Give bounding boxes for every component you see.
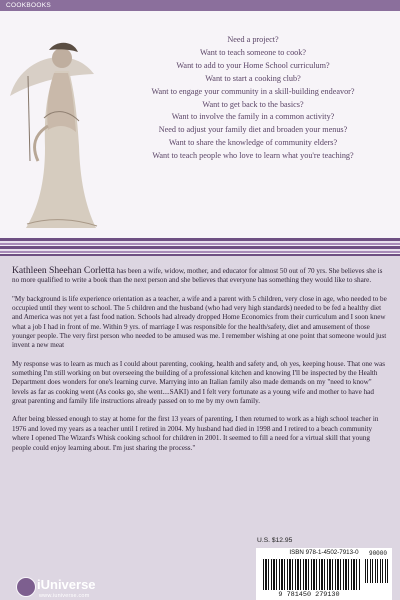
publisher-url: www.iuniverse.com <box>39 593 90 599</box>
top-band <box>0 0 400 11</box>
question-item: Want to involve the family in a common activity? <box>171 112 335 122</box>
barcode-area <box>256 548 392 600</box>
barcode-icon <box>263 559 361 590</box>
question-item: Want to teach someone to cook? <box>200 47 306 57</box>
story-paragraph: "My background is life experience orientation as a teacher, a wife and a parent with 5 children, very close in age, who needed to be occupied until they went to school. The 5 children and the husband (who had very high standards) needed to be fed a healthy diet and America was not yet a fast food nation. Schools had already dropped Home Economics from their curriculum and I soon knew what a job I had in front of me. Within 9 yrs. of marriage I was responsible for the health/safety, diet and amusement of those younger people. The very first person who needed to be amused was me. I remember wishing at one point that someone would just invent a new meat <box>12 294 387 350</box>
isbn-label: ISBN 978-1-4502-7913-0 <box>289 549 359 556</box>
story-paragraph: My response was to learn as much as I could about parenting, cooking, health and safety and, oh yes, keeping house. That one was something I'm still working on but overseeing the building of a professional kitchen and knowing I'll be inspected by the Health Department does wonders for one's learning curve. Marrying into an Italian family also made demands on my "need to know" levels as far as cooking went (As cooks go, she went....SAKI) and I felt very fortunate as a young wife and mother to have had great parenting and family life instructions already passed on to me by my own family. <box>12 359 386 406</box>
story-paragraph: After being blessed enough to stay at home for the first 13 years of parenting, I then returned to work as a high school teacher in 1976 and loved my years as a teacher until I retired in 2004. My husband had died in 1998 and I retired to a beach community where I opened The Wizard's Whisk cooking school for children in 2001. It seemed to fill a need for a virtual skill that young people could enjoy learning about. I'm just sharing the process." <box>12 415 379 452</box>
question-item: Want to start a cooking club? <box>205 73 301 83</box>
question-item: Want to engage your community in a skill-building endeavor? <box>151 86 355 96</box>
iuniverse-logo-icon <box>16 577 36 597</box>
ean-number: 9 781450 279130 <box>278 591 340 599</box>
author-bio: has been a wife, widow, mother, and educator for almost 50 out of 70 yrs. She believes she is no more qualified to write a book than the next person and she believes that everyone has something they would like to share. <box>12 267 383 285</box>
author-bio-paragraph <box>12 266 388 286</box>
price-label: U.S. $12.95 <box>257 537 293 544</box>
addon-barcode-icon <box>365 559 389 583</box>
question-item: Need a project? <box>227 35 279 44</box>
question-item: Want to get back to the basics? <box>202 99 304 109</box>
cover-top-panel <box>0 0 400 238</box>
publisher-name: iUniverse <box>37 577 96 592</box>
publisher-logo <box>16 577 156 599</box>
vintage-woman-photo <box>6 18 102 232</box>
decorative-stripes <box>0 238 400 256</box>
question-item: Want to share the knowledge of community elders? <box>168 138 338 148</box>
category-label: COOKBOOKS <box>6 2 51 9</box>
author-name: Kathleen Sheehan Corletta <box>12 265 115 276</box>
question-list <box>112 34 394 163</box>
back-cover-text <box>12 266 388 462</box>
question-item: Want to teach people who love to learn what you're teaching? <box>152 151 354 161</box>
question-item: Need to adjust your family diet and broaden your menus? <box>158 125 348 135</box>
addon-number: 90000 <box>368 550 387 557</box>
question-item: Want to add to your Home School curriculum? <box>176 60 330 70</box>
